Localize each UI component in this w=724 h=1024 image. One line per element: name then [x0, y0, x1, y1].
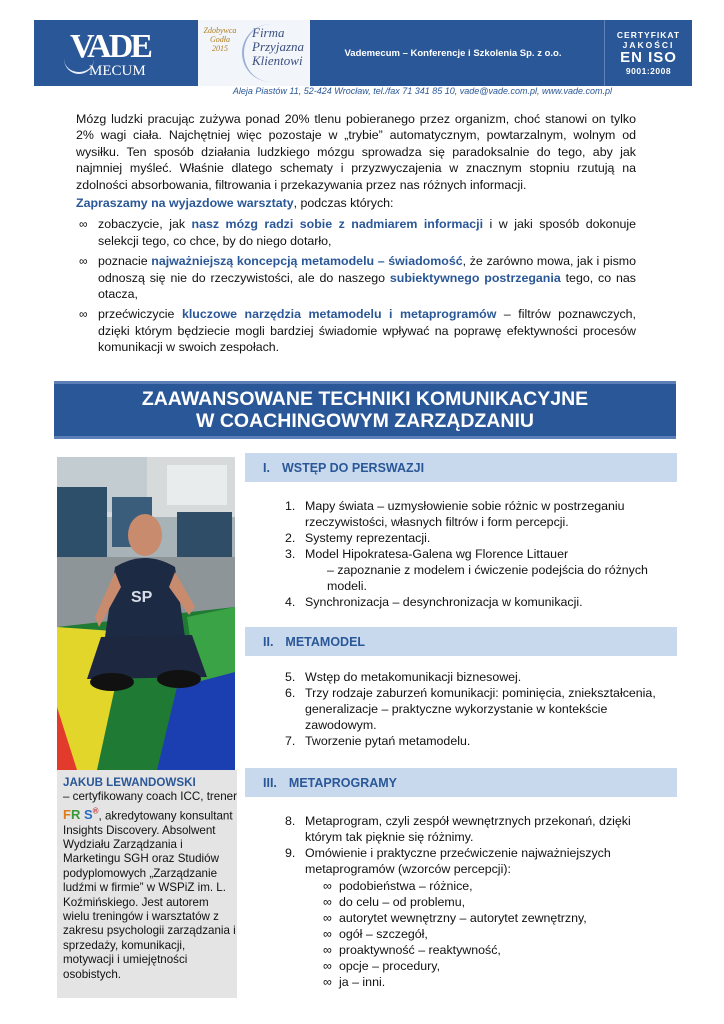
- infinity-bullet-icon: ∞: [323, 943, 332, 957]
- section-header-intro-persuasion: [242, 453, 677, 482]
- award-title: Firma Przyjazna Klientowi: [252, 25, 304, 68]
- list-item: [285, 594, 665, 610]
- item-number: 2.: [285, 531, 296, 545]
- list-item: [285, 530, 665, 546]
- invite-rest: , podczas których:: [293, 196, 394, 211]
- item-text: Model Hipokratesa-Galena wg Florence Littauer: [305, 547, 569, 561]
- list-item: [285, 498, 665, 530]
- invite-line: [76, 195, 636, 211]
- frs-logo: [63, 807, 99, 822]
- cert-line-4: 9001:2008: [625, 66, 672, 76]
- item-text: ogół – szczegół,: [339, 927, 428, 941]
- section-number: II.: [263, 634, 274, 649]
- list-item: [285, 813, 665, 845]
- frs-letter: F: [63, 807, 71, 823]
- item-text: autorytet wewnętrzny – autorytet zewnętrzny,: [339, 911, 587, 925]
- trainer-name: JAKUB LEWANDOWSKI: [63, 776, 196, 789]
- item-text: ja – inni.: [339, 975, 386, 989]
- section-title: WSTĘP DO PERSWAZJI: [281, 460, 425, 475]
- metaprogram-list: [305, 878, 665, 990]
- infinity-bullet-icon: ∞: [323, 975, 332, 989]
- item-text: Omówienie i praktyczne przećwiczenie najważniejszych metaprogramów (wzorców percepcji):: [305, 846, 611, 876]
- section-1-list: [285, 498, 665, 610]
- list-item: [285, 669, 665, 685]
- item-number: 3.: [285, 547, 296, 561]
- text-highlight: najważniejszą koncepcją metamodelu – świadomość: [151, 254, 463, 269]
- list-item: [285, 733, 665, 749]
- infinity-bullet-icon: ∞: [323, 911, 332, 925]
- section-header-metamodel: [242, 627, 677, 656]
- item-text: Trzy rodzaje zaburzeń komunikacji: pominięcia, zniekształcenia, generalizacje – praktyczne wykorzystanie w kontekście zawodowym.: [305, 686, 656, 732]
- list-item: [76, 216, 636, 249]
- list-item: [76, 306, 636, 355]
- svg-text:SP: SP: [131, 589, 153, 606]
- cert-line-2: JAKOŚCI: [622, 40, 675, 50]
- item-text: opcje – procedury,: [339, 959, 441, 973]
- section-3-list: [285, 813, 665, 990]
- item-text: podobieństwa – różnice,: [339, 879, 473, 893]
- item-text: proaktywność – reaktywność,: [339, 943, 501, 957]
- company-name: Vademecum – Konferencje i Szkolenia Sp. z o.o.: [310, 20, 604, 86]
- cert-line-3: EN ISO: [620, 49, 677, 66]
- text-highlight: nasz mózg radzi sobie z nadmiarem informacji: [191, 217, 484, 232]
- item-number: 4.: [285, 595, 296, 609]
- item-number: 6.: [285, 686, 296, 700]
- list-item: [285, 685, 665, 733]
- item-number: 5.: [285, 670, 296, 684]
- page-header: [34, 20, 692, 86]
- text-fragment: , że zarówno mowa, jak i pismo odnoszą się nie do rzeczywistości, ale do naszego: [98, 254, 636, 285]
- item-number: 1.: [285, 499, 296, 513]
- section-title: METAPROGRAMY: [288, 775, 398, 790]
- list-item: [285, 546, 665, 594]
- bio-text-2: , akredytowany konsultant Insights Discovery. Absolwent Wydziału Zarządzania i Marketingu SGH oraz Studiów podyplomowych „Zarządzanie ludźmi w firmie” w WSPiZ im. L. Koźmińskiego. Jest autorem wielu treningów i warsztatów z zakresu psychologii zarządzania i sprzedaży, komunikacji, motywacji i umiejętności osobistych.: [63, 809, 236, 981]
- text-fragment: poznacie: [98, 254, 152, 269]
- infinity-bullet-icon: ∞: [79, 307, 88, 322]
- section-number: I.: [263, 460, 270, 475]
- list-item: [285, 845, 665, 990]
- list-item: [317, 894, 665, 910]
- item-text: do celu – od problemu,: [339, 895, 466, 909]
- title-line-1: ZAAWANSOWANE TECHNIKI KOMUNIKACYJNE: [141, 388, 589, 410]
- intro-paragraph: Mózg ludzki pracując zużywa ponad 20% tlenu pobieranego przez organizm, choć stanowi on tylko 2% wagi ciała. Najchętniej więc pozostaje w „trybie” automatycznym, powtarzalnym, wolnym od wysiłku. Ten sposób działania ludzkiego mózgu sprowadza się paradoksalnie do tego, aby jak najmniej myśleć. Właśnie dlatego schematy i przyzwyczajenia w znacznym stopniu rzutują na zdolności absorbowania, filtrowania i przekazywania przez nas różnych informacji.: [76, 112, 636, 192]
- infinity-bullet-icon: ∞: [323, 879, 332, 893]
- text-highlight: subiektywnego postrzegania: [389, 270, 561, 285]
- text-fragment: przećwiczycie: [98, 307, 182, 322]
- item-text: Tworzenie pytań metamodelu.: [305, 734, 471, 748]
- title-line-2: W COACHINGOWYM ZARZĄDZANIU: [196, 410, 534, 432]
- infinity-bullet-icon: ∞: [323, 895, 332, 909]
- item-number: 8.: [285, 814, 296, 828]
- list-item: [317, 942, 665, 958]
- trainer-photo: [57, 457, 235, 770]
- list-item: [317, 974, 665, 990]
- text-fragment: i w jaki sposób dokonuje selekcji tego, co chce, by do niego dotarło,: [98, 217, 636, 248]
- bio-text-1: – certyfikowany coach ICC, trener: [63, 790, 237, 804]
- vademecum-logo: [34, 20, 198, 86]
- item-text: Systemy reprezentacji.: [305, 531, 431, 545]
- workshop-title-banner: [54, 381, 676, 439]
- section-number: III.: [263, 775, 277, 790]
- item-text: Metaprogram, czyli zespół wewnętrznych przekonań, dzięki którym tak pięknie się różnimy.: [305, 814, 631, 844]
- text-fragment: – filtrów poznawczych, dzięki którym będziecie mogli bardziej świadomie wpływać na poprawę efektywności procesów komunikacji w swoich zespołach.: [98, 307, 637, 355]
- list-item: [317, 926, 665, 942]
- logo-text-top: VADE: [70, 28, 150, 65]
- item-subtext: – zapoznanie z modelem i ćwiczenie podejścia do różnych modeli.: [327, 563, 648, 593]
- frs-letter: R: [70, 807, 81, 823]
- iso-certificate-badge: [604, 20, 692, 86]
- infinity-bullet-icon: ∞: [79, 254, 88, 269]
- section-2-list: [285, 669, 665, 749]
- registered-mark: ®: [92, 806, 99, 816]
- list-item: [317, 910, 665, 926]
- item-number: 7.: [285, 734, 296, 748]
- infinity-bullet-icon: ∞: [323, 959, 332, 973]
- section-header-metaprograms: [242, 768, 677, 797]
- item-text: Wstęp do metakomunikacji biznesowej.: [305, 670, 522, 684]
- frs-letter: S: [83, 807, 93, 823]
- logo-text-bottom: MECUM: [89, 63, 146, 79]
- infinity-bullet-icon: ∞: [79, 217, 88, 232]
- benefits-list: [76, 216, 636, 355]
- section-title: METAMODEL: [285, 634, 366, 649]
- list-item: [76, 253, 636, 302]
- item-number: 9.: [285, 846, 296, 860]
- list-item: [317, 958, 665, 974]
- infinity-bullet-icon: ∞: [323, 927, 332, 941]
- list-item: [317, 878, 665, 894]
- text-fragment: tego, co nas otacza,: [98, 270, 637, 302]
- trainer-photo-illustration: [57, 457, 235, 770]
- invite-bold: Zapraszamy na wyjazdowe warsztaty: [76, 196, 294, 211]
- intro-block: [76, 111, 636, 360]
- award-emblem: [198, 20, 310, 86]
- cert-line-1: CERTYFIKAT: [616, 30, 681, 40]
- award-badge: Zdobywca Godła 2015: [203, 26, 237, 53]
- contact-address: Aleja Piastów 11, 52-424 Wrocław, tel./fax 71 341 85 10, vade@vade.com.pl, www.vade.com.pl: [232, 86, 612, 96]
- text-fragment: zobaczycie, jak: [98, 217, 192, 232]
- item-text: Synchronizacja – desynchronizacja w komunikacji.: [305, 595, 583, 609]
- text-highlight: kluczowe narzędzia metamodelu i metaprogramów: [181, 307, 497, 322]
- item-text: Mapy świata – uzmysłowienie sobie różnic w postrzeganiu rzeczywistości, własnych filtrów i form percepcji.: [305, 499, 625, 529]
- trainer-bio: [57, 770, 237, 998]
